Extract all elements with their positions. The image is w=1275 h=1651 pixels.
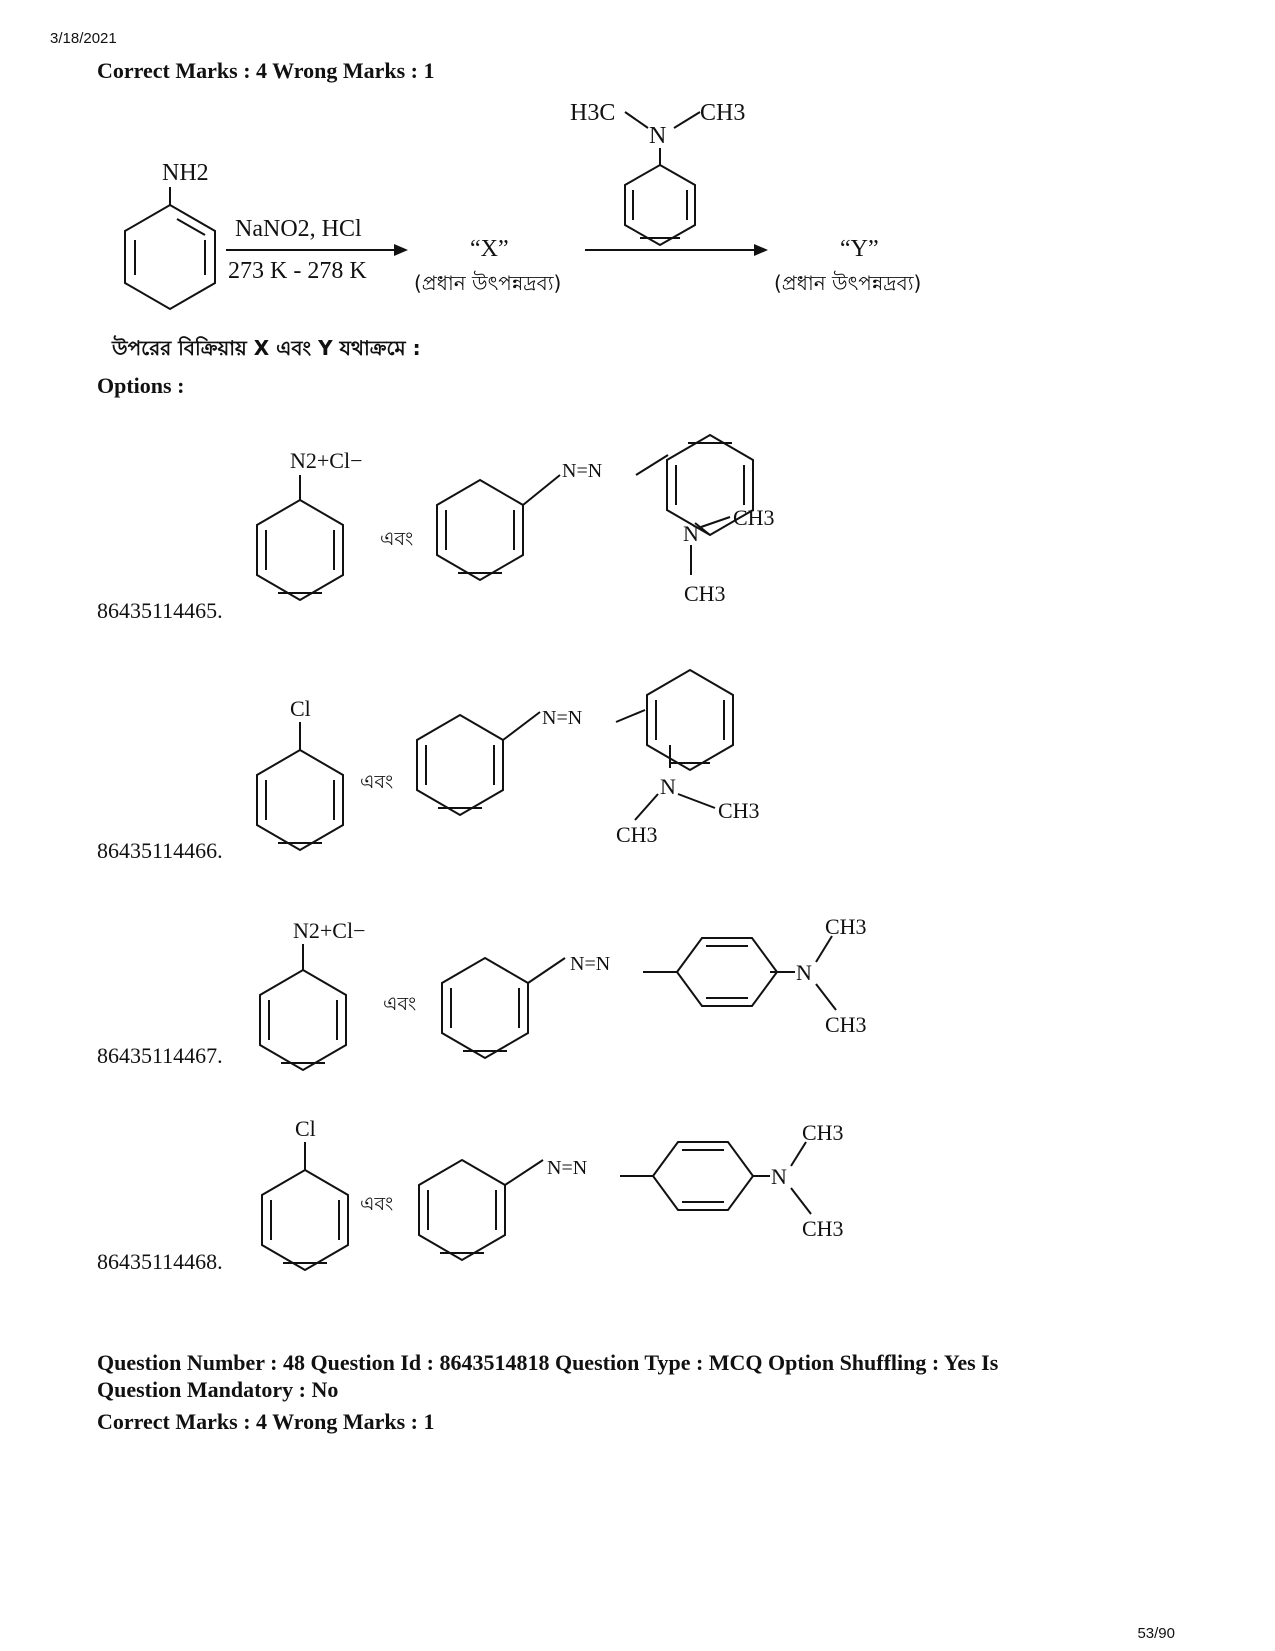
methyl-a-label: CH3	[802, 1120, 844, 1145]
methyl-b-label: CH3	[684, 581, 726, 606]
methyl-b-label: CH3	[825, 1012, 867, 1037]
amine-n-label: N	[796, 960, 812, 985]
amine-n-label: N	[771, 1164, 787, 1189]
amine-n-label: N	[683, 521, 699, 546]
option-3-id[interactable]: 86435114467.	[97, 1043, 223, 1068]
amine-group-label: NH2	[162, 160, 209, 186]
methyl-a-label: CH3	[718, 798, 760, 823]
q47-marks: Correct Marks : 4 Wrong Marks : 1	[97, 58, 435, 83]
and-word: এবং	[380, 528, 414, 550]
question-text: উপরের বিক্রিয়ায় X এবং Y যথাক্রমে :	[112, 336, 421, 360]
left-methyl-label: H3C	[570, 100, 616, 126]
azo-label: N=N	[570, 953, 611, 975]
reaction-scheme	[0, 0, 1275, 340]
and-word: এবং	[360, 1193, 394, 1215]
option-1-structure	[240, 435, 800, 615]
methyl-a-label: CH3	[733, 505, 775, 530]
chloro-label: Cl	[290, 696, 311, 721]
option-2-id[interactable]: 86435114466.	[97, 838, 223, 863]
diazonium-label: N2+Cl−	[290, 448, 363, 473]
option-4-id[interactable]: 86435114468.	[97, 1249, 223, 1274]
q48-info-line2: Question Mandatory : No	[97, 1377, 339, 1402]
q48-info-line1: Question Number : 48 Question Id : 8643514818 Question Type : MCQ Option Shuffling : Yes Is	[97, 1350, 999, 1375]
amine-n-label: N	[660, 774, 676, 799]
dimethylaniline-reagent	[570, 100, 745, 245]
options-label: Options :	[97, 373, 185, 398]
conditions-label: 273 K - 278 K	[228, 258, 367, 284]
methyl-a-label: CH3	[825, 914, 867, 939]
product-y-label: “Y”	[840, 236, 879, 262]
aniline-structure	[125, 160, 215, 309]
chloro-label: Cl	[295, 1116, 316, 1141]
product-y-sublabel: (প্রধান উৎপন্নদ্রব্য)	[774, 271, 922, 295]
azo-label: N=N	[547, 1157, 588, 1179]
and-word: এবং	[360, 771, 394, 793]
diazonium-label: N2+Cl−	[293, 918, 366, 943]
reagents-label: NaNO2, HCl	[235, 216, 362, 242]
q48-marks: Correct Marks : 4 Wrong Marks : 1	[97, 1409, 435, 1434]
methyl-b-label: CH3	[616, 822, 658, 847]
right-methyl-label: CH3	[700, 100, 746, 126]
methyl-b-label: CH3	[802, 1216, 844, 1241]
option-3-structure	[240, 910, 900, 1070]
print-date: 3/18/2021	[50, 30, 117, 47]
option-1-id[interactable]: 86435114465.	[97, 598, 223, 623]
product-x-sublabel: (প্রধান উৎপন্নদ্রব্য)	[414, 271, 562, 295]
option-4-structure	[240, 1112, 900, 1272]
option-2-structure	[240, 690, 800, 860]
page-number: 53/90	[1137, 1625, 1175, 1642]
azo-label: N=N	[542, 707, 583, 729]
and-word: এবং	[383, 993, 417, 1015]
reagent-n-label: N	[649, 123, 667, 149]
azo-label: N=N	[562, 460, 603, 482]
product-x-label: “X”	[470, 236, 509, 262]
